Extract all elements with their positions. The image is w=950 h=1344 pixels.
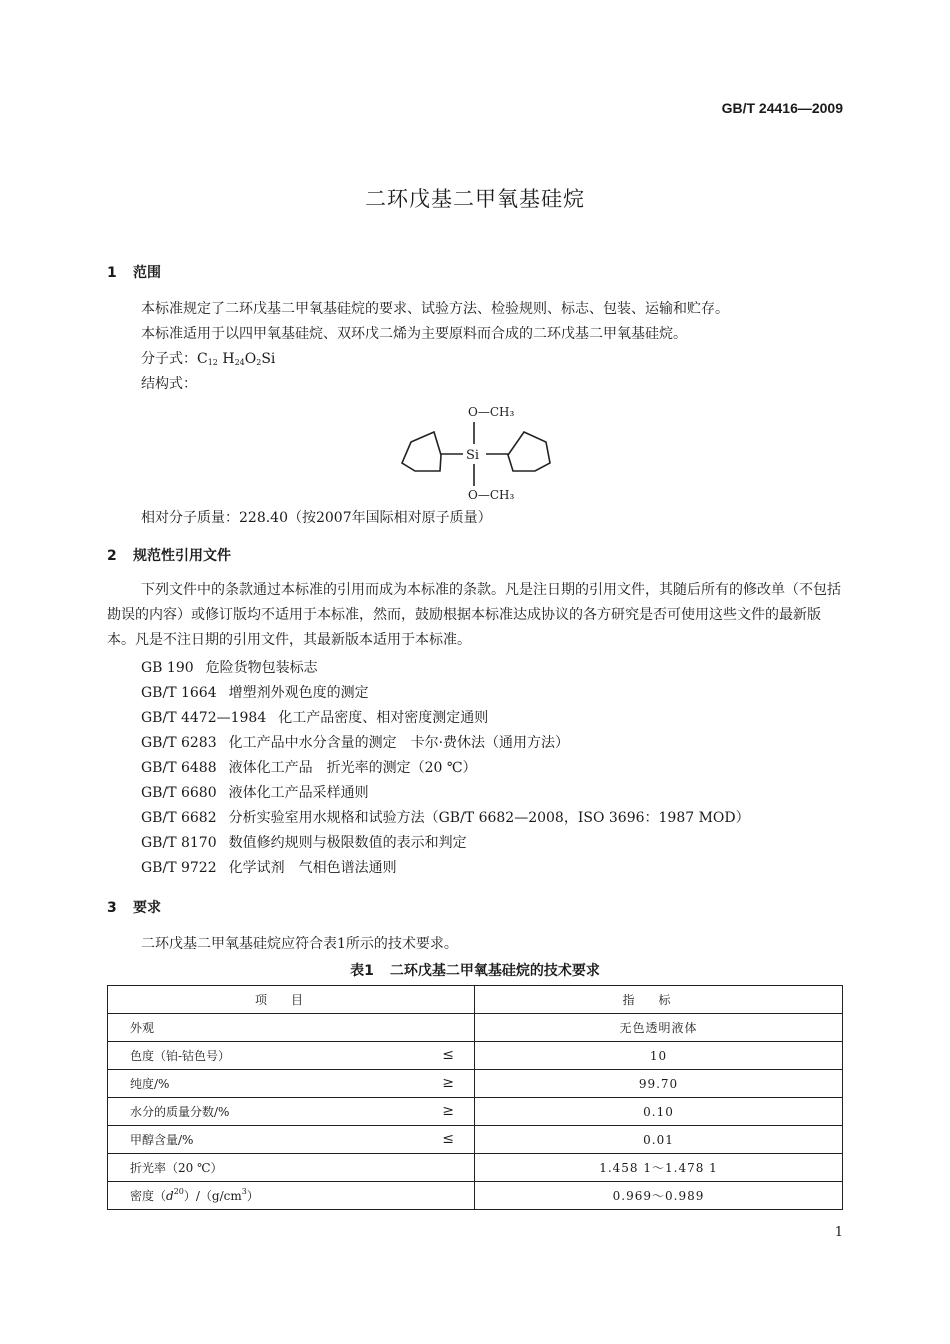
- header-value: 指标: [475, 986, 843, 1014]
- density-temperature: 20: [173, 1187, 184, 1196]
- section-1-heading: [107, 262, 161, 282]
- reference-item: [141, 682, 369, 702]
- density-symbol: d: [166, 1189, 174, 1203]
- relation-sign: ≥: [442, 1075, 454, 1091]
- reference-item: [141, 732, 569, 752]
- formula-c-count: 12: [207, 358, 218, 367]
- document-title: 二环戊基二甲氧基硅烷: [365, 187, 585, 211]
- table-row: [108, 1126, 843, 1154]
- table-header-row: [108, 986, 843, 1014]
- section-number: 3: [107, 900, 117, 916]
- formula-c: C: [197, 351, 208, 367]
- requirements-line: 二环戊基二甲氧基硅烷应符合表1所示的技术要求。: [141, 936, 458, 952]
- reference-code: GB/T 6682: [141, 810, 217, 826]
- relation-sign: ≤: [442, 1131, 454, 1147]
- item-label: 外观: [130, 1021, 155, 1035]
- item-cell: [108, 1154, 475, 1182]
- structure-label: 结构式：: [141, 376, 197, 392]
- formula-label: 分子式：: [141, 351, 197, 367]
- table-title: 二环戊基二甲氧基硅烷的技术要求: [389, 963, 600, 979]
- top-methoxy-group: O—CH₃: [468, 405, 515, 419]
- item-cell: [108, 1098, 475, 1126]
- value-cell: 10: [475, 1042, 843, 1070]
- section-title: 范围: [133, 265, 161, 281]
- item-label: 折光率（20 ℃）: [130, 1161, 223, 1175]
- reference-code: GB/T 6488: [141, 760, 217, 776]
- reference-title: 危险货物包装标志: [205, 660, 318, 676]
- value-cell: 1.458 1～1.478 1: [475, 1154, 843, 1182]
- table-row: [108, 1154, 843, 1182]
- structural-formula: [398, 400, 558, 504]
- standard-number: GB/T 24416—2009: [721, 100, 843, 116]
- density-unit: ）/（g/cm: [183, 1189, 242, 1203]
- reference-title: 液体化工产品 折光率的测定（20 ℃）: [228, 760, 477, 776]
- value-cell: 无色透明液体: [475, 1014, 843, 1042]
- page-number: 1: [834, 1225, 843, 1240]
- reference-code: GB/T 6283: [141, 735, 217, 751]
- header-item: 项目: [108, 986, 475, 1014]
- reference-item: [141, 757, 477, 777]
- reference-item: [141, 782, 369, 802]
- density-unit-close: ）: [246, 1189, 259, 1203]
- item-label: 甲醇含量/%: [130, 1133, 194, 1147]
- reference-title: 液体化工产品采样通则: [228, 785, 369, 801]
- section-title: 规范性引用文件: [133, 548, 231, 564]
- table-row-density: [108, 1182, 843, 1210]
- item-label: 纯度/%: [130, 1077, 170, 1091]
- section-number: 1: [107, 265, 117, 281]
- table-row: [108, 1098, 843, 1126]
- relation-sign: ≤: [442, 1047, 454, 1063]
- reference-code: GB 190: [141, 660, 194, 676]
- density-unit-exponent: 3: [241, 1187, 247, 1196]
- formula-h-count: 24: [234, 358, 245, 367]
- normative-references-paragraph: 下列文件中的条款通过本标准的引用而成为本标准的条款。凡是注日期的引用文件，其随后所有的修改单（不包括勘误的内容）或修订版均不适用于本标准，然而，鼓励根据本标准达成协议的各方研究是否可使用这些文件的最新版本。凡是不注日期的引用文件，其最新版本适用于本标准。: [107, 582, 841, 648]
- table-row: [108, 1070, 843, 1098]
- item-cell: [108, 1126, 475, 1154]
- value-cell: 0.01: [475, 1126, 843, 1154]
- section-2-heading: [107, 545, 231, 565]
- reference-title: 数值修约规则与极限数值的表示和判定: [228, 835, 467, 851]
- left-cyclopentyl-ring: [402, 432, 441, 471]
- value-cell: 0.10: [475, 1098, 843, 1126]
- item-cell: [108, 1042, 475, 1070]
- reference-title: 增塑剂外观色度的测定: [228, 685, 369, 701]
- density-prefix: 密度（: [130, 1189, 167, 1203]
- bottom-methoxy-group: O—CH₃: [468, 488, 515, 502]
- value-cell: 0.969～0.989: [475, 1182, 843, 1210]
- table-caption: [0, 960, 950, 980]
- formula-o-count: 2: [256, 358, 262, 367]
- scope-line-2: 本标准适用于以四甲氧基硅烷、双环戊二烯为主要原料而合成的二环戊基二甲氧基硅烷。: [141, 326, 687, 342]
- section-title: 要求: [133, 900, 161, 916]
- item-label: 水分的质量分数/%: [130, 1105, 230, 1119]
- item-cell: [108, 1070, 475, 1098]
- reference-title: 化工产品中水分含量的测定 卡尔·费休法（通用方法）: [228, 735, 570, 751]
- section-3-heading: [107, 897, 161, 917]
- reference-code: GB/T 1664: [141, 685, 217, 701]
- table-row: [108, 1014, 843, 1042]
- requirements-table: [107, 985, 843, 1210]
- right-cyclopentyl-ring: [508, 432, 550, 471]
- reference-item: [141, 657, 318, 677]
- section-number: 2: [107, 548, 117, 564]
- reference-item: [141, 857, 397, 877]
- silicon-atom: Si: [466, 448, 480, 463]
- reference-code: GB/T 8170: [141, 835, 217, 851]
- molecular-formula: [141, 348, 275, 368]
- item-label: 色度（铂-钴色号）: [130, 1049, 231, 1063]
- table-row: [108, 1042, 843, 1070]
- reference-code: GB/T 9722: [141, 860, 217, 876]
- scope-line-1: 本标准规定了二环戊基二甲氧基硅烷的要求、试验方法、检验规则、标志、包装、运输和贮存。: [141, 301, 729, 317]
- reference-code: GB/T 4472—1984: [141, 710, 267, 726]
- reference-title: 化工产品密度、相对密度测定通则: [278, 710, 489, 726]
- formula-h: H: [222, 351, 235, 367]
- reference-item: [141, 832, 467, 852]
- relation-sign: ≥: [442, 1103, 454, 1119]
- value-cell: 99.70: [475, 1070, 843, 1098]
- table-number: 表1: [350, 963, 374, 979]
- reference-title: 分析实验室用水规格和试验方法（GB/T 6682—2008，ISO 3696：1987 MOD）: [228, 810, 750, 826]
- formula-si: Si: [261, 351, 276, 367]
- reference-item: [141, 707, 488, 727]
- molar-mass: 相对分子质量：228.40（按2007年国际相对原子质量）: [141, 510, 492, 526]
- reference-item: [141, 807, 750, 827]
- reference-title: 化学试剂 气相色谱法通则: [228, 860, 397, 876]
- item-cell: [108, 1014, 475, 1042]
- item-cell: [108, 1182, 475, 1210]
- reference-code: GB/T 6680: [141, 785, 217, 801]
- formula-o: O: [244, 351, 257, 367]
